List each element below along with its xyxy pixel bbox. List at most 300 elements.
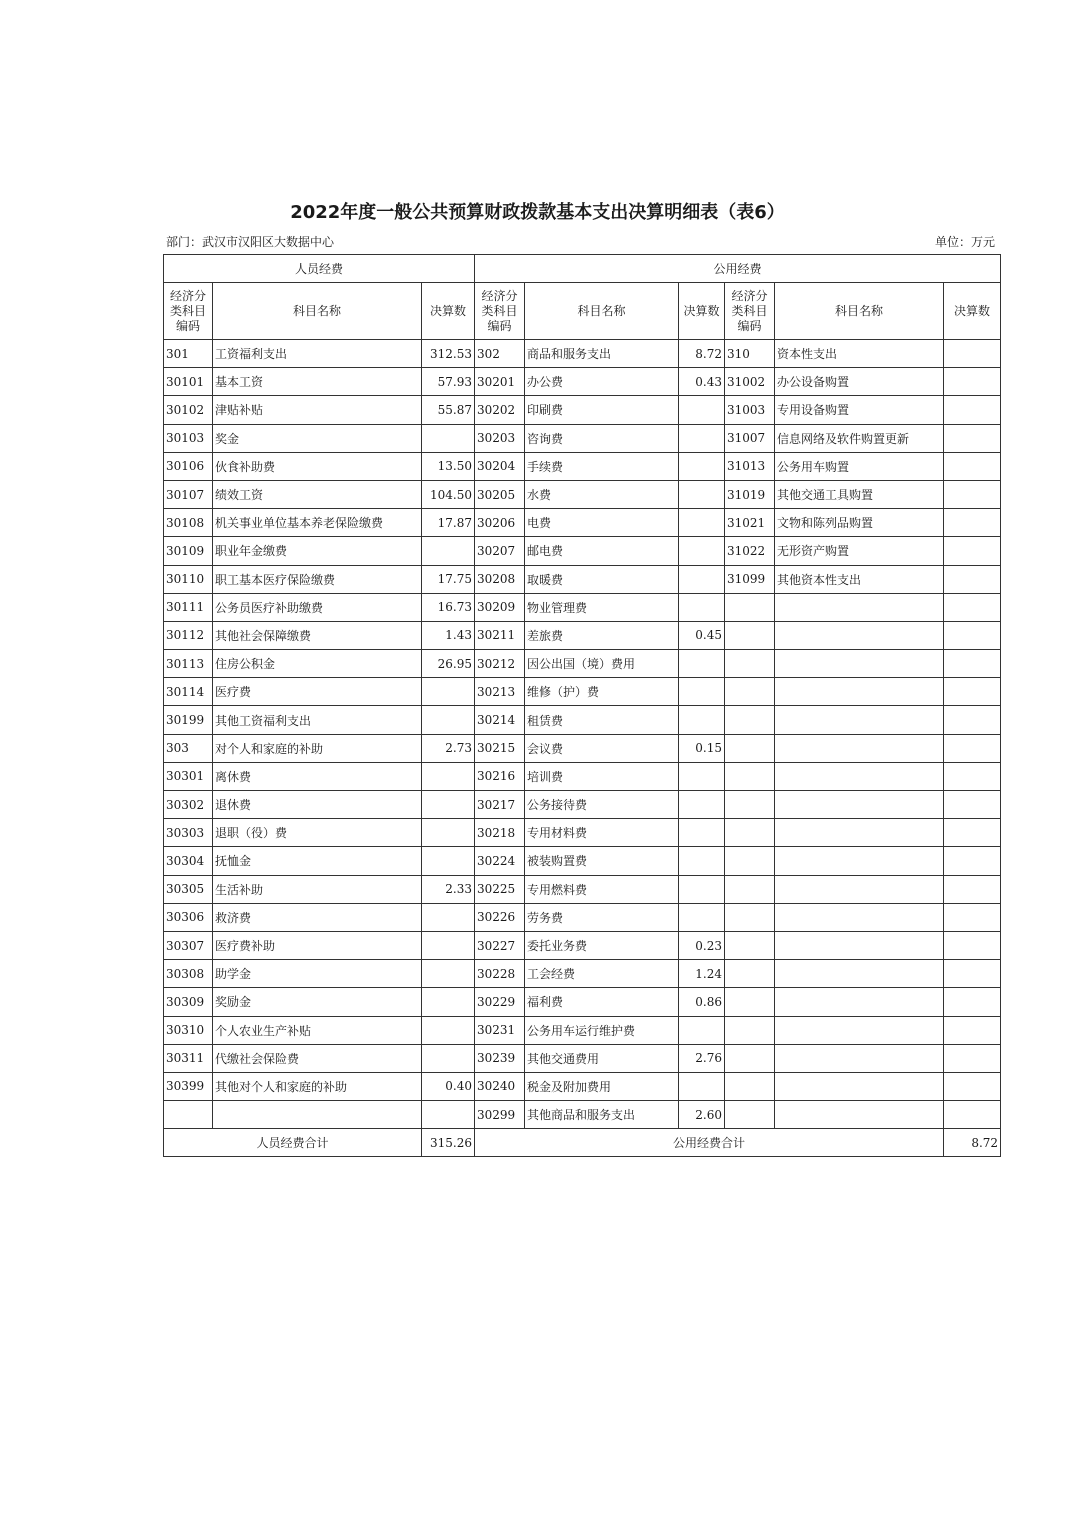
- code-cell: 30311: [164, 1044, 213, 1072]
- name-cell: 印刷费: [525, 396, 679, 424]
- code-cell: 30114: [164, 678, 213, 706]
- amount-cell: [679, 875, 725, 903]
- code-cell: 30229: [475, 988, 525, 1016]
- amount-cell: [422, 1101, 475, 1129]
- amount-cell: [679, 678, 725, 706]
- code-cell: 301: [164, 340, 213, 368]
- code-cell: 30308: [164, 960, 213, 988]
- name-cell: 取暖费: [525, 565, 679, 593]
- code-cell: [725, 706, 775, 734]
- name-cell: 工会经费: [525, 960, 679, 988]
- code-cell: 30227: [475, 931, 525, 959]
- header-code-2: 经济分类科目编码: [475, 283, 525, 340]
- name-cell: 医疗费: [213, 678, 422, 706]
- name-cell: 手续费: [525, 452, 679, 480]
- code-cell: 30224: [475, 847, 525, 875]
- code-cell: 30206: [475, 509, 525, 537]
- table-row: [164, 1072, 1001, 1100]
- code-cell: 30108: [164, 509, 213, 537]
- amount-cell: 17.87: [422, 509, 475, 537]
- amount-cell: [944, 1072, 1001, 1100]
- amount-cell: [679, 480, 725, 508]
- amount-cell: 2.33: [422, 875, 475, 903]
- name-cell: 离休费: [213, 762, 422, 790]
- code-cell: 30226: [475, 903, 525, 931]
- code-cell: 31003: [725, 396, 775, 424]
- amount-cell: [944, 762, 1001, 790]
- amount-cell: [679, 452, 725, 480]
- unit-label: 单位：万元: [934, 235, 995, 249]
- code-cell: 30211: [475, 621, 525, 649]
- amount-cell: [944, 565, 1001, 593]
- table-row: [164, 1101, 1001, 1129]
- name-cell: 其他资本性支出: [775, 565, 944, 593]
- code-cell: [725, 650, 775, 678]
- code-cell: [725, 847, 775, 875]
- amount-cell: [679, 396, 725, 424]
- name-cell: 公务用车购置: [775, 452, 944, 480]
- amount-cell: [422, 791, 475, 819]
- table-row: [164, 509, 1001, 537]
- name-cell: 其他商品和服务支出: [525, 1101, 679, 1129]
- name-cell: [775, 931, 944, 959]
- code-cell: 30205: [475, 480, 525, 508]
- amount-cell: [944, 340, 1001, 368]
- table-row: [164, 931, 1001, 959]
- code-cell: 30399: [164, 1072, 213, 1100]
- name-cell: 福利费: [525, 988, 679, 1016]
- code-cell: 30202: [475, 396, 525, 424]
- department-label: 部门：武汉市汉阳区大数据中心: [166, 235, 335, 249]
- table-row: [164, 678, 1001, 706]
- code-cell: 30218: [475, 819, 525, 847]
- name-cell: [775, 1016, 944, 1044]
- amount-cell: [944, 650, 1001, 678]
- amount-cell: 57.93: [422, 368, 475, 396]
- amount-cell: [422, 1016, 475, 1044]
- table-row: [164, 565, 1001, 593]
- code-cell: 30207: [475, 537, 525, 565]
- page-title: 2022年度一般公共预算财政拨款基本支出决算明细表（表6）: [290, 202, 785, 223]
- code-cell: 302: [475, 340, 525, 368]
- amount-cell: 1.43: [422, 621, 475, 649]
- personnel-total-value: 315.26: [422, 1129, 475, 1157]
- code-cell: 30204: [475, 452, 525, 480]
- name-cell: 其他社会保障缴费: [213, 621, 422, 649]
- amount-cell: 0.45: [679, 621, 725, 649]
- name-cell: [775, 791, 944, 819]
- amount-cell: [944, 621, 1001, 649]
- header-amount-1: 决算数: [422, 283, 475, 340]
- table-row: [164, 650, 1001, 678]
- amount-cell: [679, 424, 725, 452]
- table-row: [164, 762, 1001, 790]
- totals-row: [164, 1129, 1001, 1157]
- name-cell: 邮电费: [525, 537, 679, 565]
- amount-cell: [944, 734, 1001, 762]
- name-cell: 办公设备购置: [775, 368, 944, 396]
- amount-cell: [679, 650, 725, 678]
- section-header-row: [164, 255, 1001, 283]
- code-cell: 30302: [164, 791, 213, 819]
- name-cell: [213, 1101, 422, 1129]
- amount-cell: [422, 960, 475, 988]
- code-cell: [725, 1072, 775, 1100]
- table-row: [164, 621, 1001, 649]
- code-cell: 30213: [475, 678, 525, 706]
- name-cell: 专用材料费: [525, 819, 679, 847]
- name-cell: [775, 847, 944, 875]
- name-cell: 住房公积金: [213, 650, 422, 678]
- code-cell: 30110: [164, 565, 213, 593]
- name-cell: 信息网络及软件购置更新: [775, 424, 944, 452]
- amount-cell: [944, 480, 1001, 508]
- amount-cell: [422, 988, 475, 1016]
- amount-cell: 0.15: [679, 734, 725, 762]
- name-cell: 奖金: [213, 424, 422, 452]
- amount-cell: 2.76: [679, 1044, 725, 1072]
- name-cell: 税金及附加费用: [525, 1072, 679, 1100]
- amount-cell: [944, 988, 1001, 1016]
- code-cell: 30306: [164, 903, 213, 931]
- code-cell: [725, 762, 775, 790]
- amount-cell: 0.40: [422, 1072, 475, 1100]
- header-code-3: 经济分类科目编码: [725, 283, 775, 340]
- amount-cell: 16.73: [422, 593, 475, 621]
- amount-cell: 17.75: [422, 565, 475, 593]
- amount-cell: [422, 903, 475, 931]
- name-cell: 职业年金缴费: [213, 537, 422, 565]
- code-cell: 30304: [164, 847, 213, 875]
- code-cell: 30225: [475, 875, 525, 903]
- amount-cell: [422, 819, 475, 847]
- name-cell: 劳务费: [525, 903, 679, 931]
- amount-cell: [944, 593, 1001, 621]
- name-cell: 奖励金: [213, 988, 422, 1016]
- amount-cell: [944, 875, 1001, 903]
- code-cell: 30111: [164, 593, 213, 621]
- amount-cell: [944, 452, 1001, 480]
- name-cell: 绩效工资: [213, 480, 422, 508]
- code-cell: 31002: [725, 368, 775, 396]
- name-cell: 因公出国（境）费用: [525, 650, 679, 678]
- name-cell: [775, 819, 944, 847]
- code-cell: 30239: [475, 1044, 525, 1072]
- code-cell: 30212: [475, 650, 525, 678]
- name-cell: 代缴社会保险费: [213, 1044, 422, 1072]
- header-name-1: 科目名称: [213, 283, 422, 340]
- table-row: [164, 1016, 1001, 1044]
- code-cell: [725, 988, 775, 1016]
- name-cell: 其他交通工具购置: [775, 480, 944, 508]
- code-cell: [164, 1101, 213, 1129]
- amount-cell: [422, 424, 475, 452]
- code-cell: 30228: [475, 960, 525, 988]
- amount-cell: [679, 903, 725, 931]
- amount-cell: [944, 791, 1001, 819]
- name-cell: 救济费: [213, 903, 422, 931]
- name-cell: 其他工资福利支出: [213, 706, 422, 734]
- code-cell: 30106: [164, 452, 213, 480]
- name-cell: [775, 1101, 944, 1129]
- name-cell: 文物和陈列品购置: [775, 509, 944, 537]
- name-cell: 差旅费: [525, 621, 679, 649]
- code-cell: 303: [164, 734, 213, 762]
- header-amount-3: 决算数: [944, 283, 1001, 340]
- table-row: [164, 791, 1001, 819]
- code-cell: 30240: [475, 1072, 525, 1100]
- name-cell: 商品和服务支出: [525, 340, 679, 368]
- name-cell: 委托业务费: [525, 931, 679, 959]
- table-row: [164, 960, 1001, 988]
- name-cell: 无形资产购置: [775, 537, 944, 565]
- amount-cell: 0.43: [679, 368, 725, 396]
- name-cell: 租赁费: [525, 706, 679, 734]
- code-cell: [725, 678, 775, 706]
- amount-cell: [679, 762, 725, 790]
- amount-cell: [422, 678, 475, 706]
- name-cell: 专用燃料费: [525, 875, 679, 903]
- code-cell: 31022: [725, 537, 775, 565]
- name-cell: 公务用车运行维护费: [525, 1016, 679, 1044]
- code-cell: 30101: [164, 368, 213, 396]
- code-cell: [725, 931, 775, 959]
- table-row: [164, 903, 1001, 931]
- code-cell: 30217: [475, 791, 525, 819]
- name-cell: [775, 762, 944, 790]
- amount-cell: [679, 819, 725, 847]
- code-cell: 30103: [164, 424, 213, 452]
- name-cell: 资本性支出: [775, 340, 944, 368]
- name-cell: [775, 960, 944, 988]
- amount-cell: [944, 903, 1001, 931]
- name-cell: 助学金: [213, 960, 422, 988]
- amount-cell: 8.72: [679, 340, 725, 368]
- code-cell: [725, 903, 775, 931]
- code-cell: 30109: [164, 537, 213, 565]
- code-cell: 30214: [475, 706, 525, 734]
- code-cell: 30301: [164, 762, 213, 790]
- amount-cell: 1.24: [679, 960, 725, 988]
- section-public: 公用经费: [475, 255, 1001, 283]
- header-amount-2: 决算数: [679, 283, 725, 340]
- code-cell: 30307: [164, 931, 213, 959]
- amount-cell: 55.87: [422, 396, 475, 424]
- table-row: [164, 988, 1001, 1016]
- table-row: [164, 706, 1001, 734]
- amount-cell: 0.86: [679, 988, 725, 1016]
- amount-cell: 2.73: [422, 734, 475, 762]
- amount-cell: 13.50: [422, 452, 475, 480]
- name-cell: 津贴补贴: [213, 396, 422, 424]
- name-cell: 专用设备购置: [775, 396, 944, 424]
- name-cell: 抚恤金: [213, 847, 422, 875]
- code-cell: 30199: [164, 706, 213, 734]
- amount-cell: [422, 931, 475, 959]
- name-cell: [775, 706, 944, 734]
- amount-cell: [679, 847, 725, 875]
- header-name-3: 科目名称: [775, 283, 944, 340]
- amount-cell: [944, 396, 1001, 424]
- code-cell: 30112: [164, 621, 213, 649]
- amount-cell: 0.23: [679, 931, 725, 959]
- table-row: [164, 847, 1001, 875]
- code-cell: [725, 819, 775, 847]
- section-personnel: 人员经费: [164, 255, 475, 283]
- name-cell: 机关事业单位基本养老保险缴费: [213, 509, 422, 537]
- code-cell: 30231: [475, 1016, 525, 1044]
- name-cell: 水费: [525, 480, 679, 508]
- code-cell: 30203: [475, 424, 525, 452]
- name-cell: 职工基本医疗保险缴费: [213, 565, 422, 593]
- amount-cell: [679, 537, 725, 565]
- name-cell: 个人农业生产补贴: [213, 1016, 422, 1044]
- table-row: [164, 537, 1001, 565]
- amount-cell: [422, 537, 475, 565]
- code-cell: 30310: [164, 1016, 213, 1044]
- name-cell: 维修（护）费: [525, 678, 679, 706]
- table-row: [164, 593, 1001, 621]
- amount-cell: [944, 537, 1001, 565]
- header-code-1: 经济分类科目编码: [164, 283, 213, 340]
- code-cell: 30208: [475, 565, 525, 593]
- name-cell: 会议费: [525, 734, 679, 762]
- amount-cell: [944, 706, 1001, 734]
- name-cell: [775, 875, 944, 903]
- amount-cell: 26.95: [422, 650, 475, 678]
- amount-cell: [679, 509, 725, 537]
- amount-cell: [679, 791, 725, 819]
- code-cell: [725, 791, 775, 819]
- name-cell: 医疗费补助: [213, 931, 422, 959]
- amount-cell: [422, 762, 475, 790]
- code-cell: [725, 1101, 775, 1129]
- code-cell: [725, 593, 775, 621]
- name-cell: 基本工资: [213, 368, 422, 396]
- table-row: [164, 340, 1001, 368]
- expenditure-table: [163, 254, 1001, 1157]
- table-row: [164, 734, 1001, 762]
- code-cell: 30303: [164, 819, 213, 847]
- code-cell: 30113: [164, 650, 213, 678]
- amount-cell: [944, 1044, 1001, 1072]
- code-cell: 31099: [725, 565, 775, 593]
- name-cell: 公务接待费: [525, 791, 679, 819]
- amount-cell: [944, 960, 1001, 988]
- name-cell: 办公费: [525, 368, 679, 396]
- table-row: [164, 480, 1001, 508]
- name-cell: [775, 621, 944, 649]
- code-cell: [725, 960, 775, 988]
- amount-cell: [679, 706, 725, 734]
- code-cell: 310: [725, 340, 775, 368]
- code-cell: [725, 1016, 775, 1044]
- amount-cell: [944, 424, 1001, 452]
- amount-cell: [944, 1101, 1001, 1129]
- code-cell: 30309: [164, 988, 213, 1016]
- name-cell: 电费: [525, 509, 679, 537]
- name-cell: [775, 678, 944, 706]
- amount-cell: [679, 1072, 725, 1100]
- code-cell: 31013: [725, 452, 775, 480]
- name-cell: [775, 734, 944, 762]
- name-cell: 对个人和家庭的补助: [213, 734, 422, 762]
- code-cell: 30305: [164, 875, 213, 903]
- name-cell: 退休费: [213, 791, 422, 819]
- name-cell: [775, 988, 944, 1016]
- name-cell: 退职（役）费: [213, 819, 422, 847]
- name-cell: 其他对个人和家庭的补助: [213, 1072, 422, 1100]
- amount-cell: [944, 847, 1001, 875]
- amount-cell: [944, 819, 1001, 847]
- name-cell: [775, 1072, 944, 1100]
- name-cell: 物业管理费: [525, 593, 679, 621]
- public-total-label: 公用经费合计: [475, 1129, 944, 1157]
- code-cell: [725, 621, 775, 649]
- code-cell: 30107: [164, 480, 213, 508]
- name-cell: 其他交通费用: [525, 1044, 679, 1072]
- name-cell: 培训费: [525, 762, 679, 790]
- table-row: [164, 396, 1001, 424]
- name-cell: 生活补助: [213, 875, 422, 903]
- code-cell: [725, 1044, 775, 1072]
- code-cell: 30216: [475, 762, 525, 790]
- amount-cell: 104.50: [422, 480, 475, 508]
- table-row: [164, 819, 1001, 847]
- table-row: [164, 424, 1001, 452]
- amount-cell: [679, 593, 725, 621]
- amount-cell: [944, 509, 1001, 537]
- amount-cell: [944, 931, 1001, 959]
- code-cell: 31007: [725, 424, 775, 452]
- amount-cell: [944, 678, 1001, 706]
- amount-cell: [944, 1016, 1001, 1044]
- name-cell: 工资福利支出: [213, 340, 422, 368]
- amount-cell: 2.60: [679, 1101, 725, 1129]
- code-cell: 31021: [725, 509, 775, 537]
- amount-cell: [679, 1016, 725, 1044]
- column-header-row: [164, 283, 1001, 340]
- name-cell: 被装购置费: [525, 847, 679, 875]
- amount-cell: [422, 1044, 475, 1072]
- table-row: [164, 875, 1001, 903]
- code-cell: 31019: [725, 480, 775, 508]
- amount-cell: [679, 565, 725, 593]
- amount-cell: [422, 847, 475, 875]
- name-cell: [775, 1044, 944, 1072]
- code-cell: [725, 734, 775, 762]
- table-row: [164, 452, 1001, 480]
- personnel-total-label: 人员经费合计: [164, 1129, 422, 1157]
- name-cell: 公务员医疗补助缴费: [213, 593, 422, 621]
- name-cell: [775, 650, 944, 678]
- public-total-value: 8.72: [944, 1129, 1001, 1157]
- table-row: [164, 1044, 1001, 1072]
- name-cell: [775, 593, 944, 621]
- amount-cell: 312.53: [422, 340, 475, 368]
- amount-cell: [944, 368, 1001, 396]
- code-cell: 30209: [475, 593, 525, 621]
- code-cell: 30215: [475, 734, 525, 762]
- code-cell: 30299: [475, 1101, 525, 1129]
- code-cell: 30102: [164, 396, 213, 424]
- table-row: [164, 368, 1001, 396]
- name-cell: [775, 903, 944, 931]
- name-cell: 咨询费: [525, 424, 679, 452]
- name-cell: 伙食补助费: [213, 452, 422, 480]
- code-cell: 30201: [475, 368, 525, 396]
- code-cell: [725, 875, 775, 903]
